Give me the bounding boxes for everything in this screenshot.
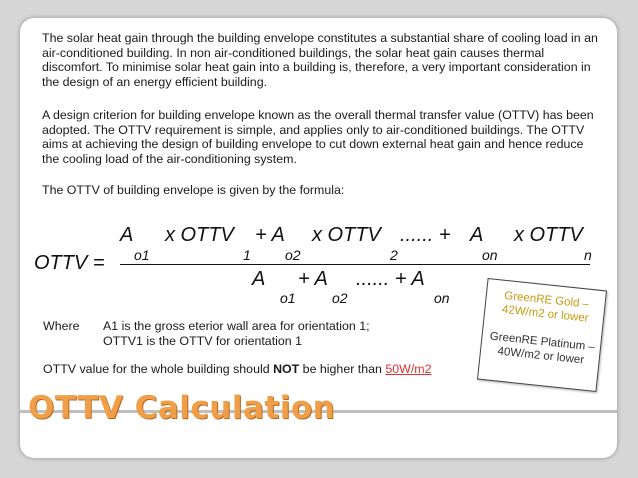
formula-den-on: on (434, 290, 450, 306)
greenre-platinum-text: GreenRE Platinum – 40W/m2 or lower (489, 330, 596, 367)
where-line-2: OTTV1 is the OTTV for orientation 1 (103, 333, 303, 348)
formula-num-2: 2 (390, 247, 398, 263)
intro-paragraph: The solar heat gain through the building envelope constitutes a substantial share of cooling load in an air-conditioned building. In non air-conditioned buildings, the solar heat gain causes thermal discomfort. To minimise solar heat gain into a building is, therefore, a very important consideration in the design of an energy efficient building. (42, 31, 598, 89)
formula-den-plus-a2: + A (298, 268, 328, 290)
where-label: Where (43, 319, 80, 333)
greenre-note-box (477, 278, 607, 392)
formula-num-1: 1 (243, 247, 251, 263)
formula-num-o2: o2 (285, 247, 301, 263)
formula-den-dots: ...... + A (356, 268, 425, 290)
formula-num-on: on (482, 247, 498, 263)
slide (20, 18, 617, 458)
formula-lhs: OTTV = (34, 252, 105, 274)
fraction-bar (120, 264, 590, 265)
formula-num-plus-a2: + A (255, 224, 285, 246)
formula-num-dots: ...... + (400, 224, 451, 246)
ottv-formula (20, 18, 617, 318)
greenre-gold-text: GreenRE Gold – 42W/m2 or lower (501, 289, 590, 325)
formula-num-x2: x OTTV (312, 224, 381, 246)
formula-num-x1: x OTTV (165, 224, 234, 246)
limit-mid: be higher than (302, 362, 382, 376)
formula-den-o2: o2 (332, 290, 348, 306)
ottv-limit-text (43, 362, 432, 376)
formula-den-a1: A (252, 268, 266, 290)
ottv-definition-paragraph: A design criterion for building envelope known as the overall thermal transfer value (OTTV) has been adopted. The OTTV requirement is simple, and applies only to air-conditioned buildings. The OTTV aims at achieving the design of building envelope to cut down external heat gain and hence reduce the cooling load of the air-conditioning system. (42, 108, 594, 166)
formula-num-a1: A (120, 224, 134, 246)
limit-pre: OTTV value for the whole building should (43, 362, 270, 376)
where-line-1: A1 is the gross eterior wall area for orientation 1; (103, 319, 370, 333)
where-definitions (103, 319, 370, 348)
limit-value: 50W/m2 (385, 362, 432, 376)
formula-num-an: A (470, 224, 484, 246)
limit-not: NOT (273, 362, 300, 376)
formula-num-x3: x OTTV (514, 224, 583, 246)
slide-title: OTTV Calculation (28, 390, 336, 426)
formula-num-n: n (584, 247, 592, 263)
formula-intro-text: The OTTV of building envelope is given by the formula: (42, 183, 345, 197)
formula-num-o1: o1 (134, 247, 150, 263)
formula-den-o1: o1 (280, 290, 296, 306)
